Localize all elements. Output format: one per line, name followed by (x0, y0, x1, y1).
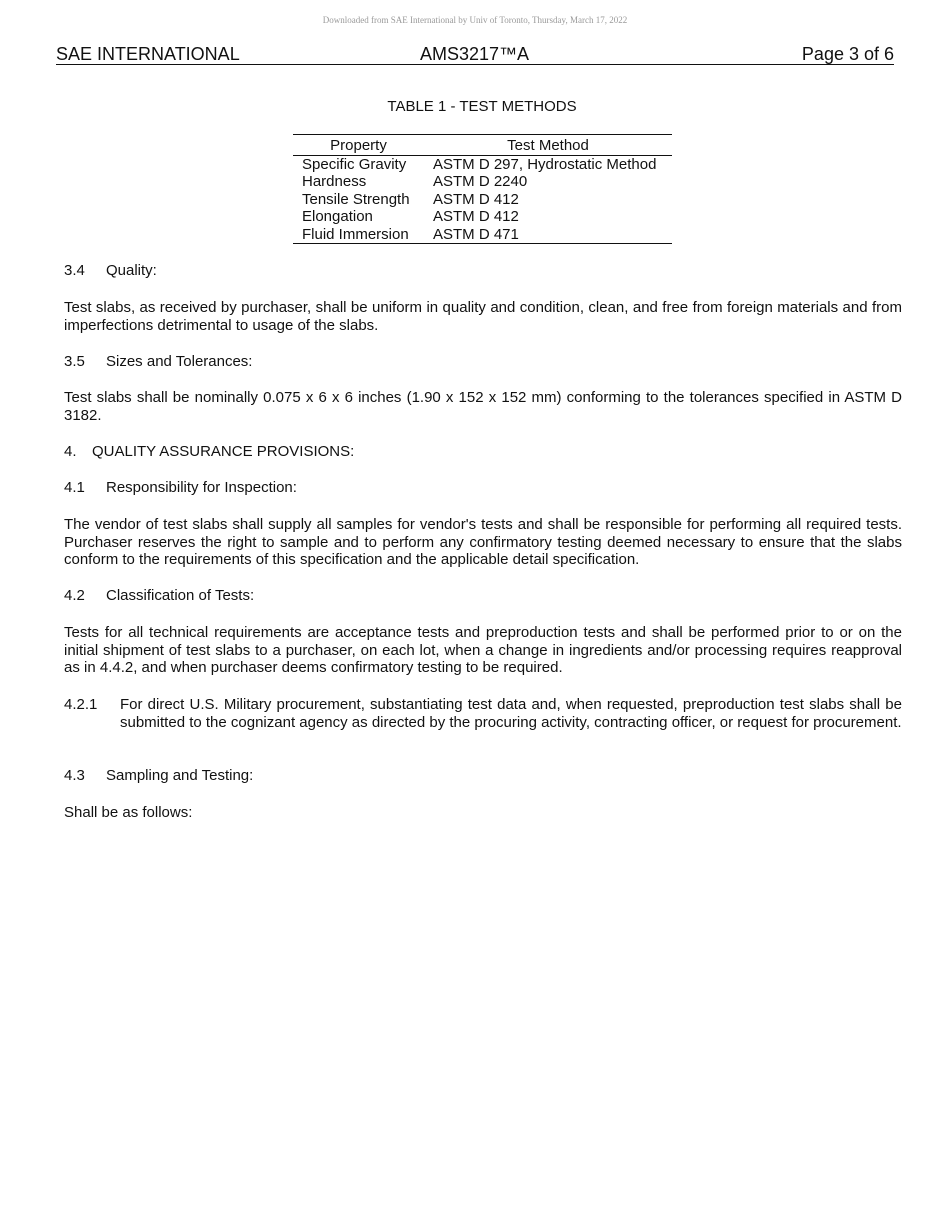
table-row (293, 226, 672, 244)
section-4-3-heading (64, 767, 253, 785)
test-method-cell: ASTM D 471 (433, 225, 519, 243)
header-organization: SAE INTERNATIONAL (56, 44, 240, 64)
table-row (293, 173, 672, 191)
column-header-test-method: Test Method (424, 135, 672, 156)
section-4-2-1-paragraph: For direct U.S. Military procurement, substantiating test data and, when requested, preproduction test slabs shall be submitted to the cognizant agency as directed by the procuring activity, contracting officer, or request for procurement. (120, 696, 902, 731)
section-3-4-paragraph: Test slabs, as received by purchaser, shall be uniform in quality and condition, clean, and free from foreign materials and from imperfections detrimental to usage of the slabs. (64, 299, 902, 334)
section-number: 4. (64, 443, 77, 460)
section-title: Sizes and Tolerances: (106, 353, 253, 370)
property-cell: Fluid Immersion (302, 225, 409, 243)
header-page-number: Page 3 of 6 (801, 44, 894, 64)
section-4-2-1-item (64, 696, 902, 731)
property-cell: Tensile Strength (302, 190, 410, 208)
section-title: Responsibility for Inspection: (106, 479, 297, 496)
section-number: 3.4 (64, 262, 85, 279)
property-cell: Specific Gravity (302, 155, 407, 173)
section-4-1-heading (64, 479, 297, 497)
page-header (56, 44, 894, 65)
section-3-4-heading (64, 262, 157, 280)
section-number: 3.5 (64, 353, 85, 370)
section-title: Quality: (106, 262, 157, 279)
section-3-5-heading (64, 353, 252, 371)
test-method-cell: ASTM D 412 (433, 208, 519, 225)
section-4-heading (64, 443, 354, 461)
test-method-cell: ASTM D 2240 (433, 173, 528, 190)
section-number: 4.2 (64, 587, 85, 604)
section-title: QUALITY ASSURANCE PROVISIONS: (92, 443, 355, 460)
column-header-property: Property (293, 135, 424, 156)
section-4-1-paragraph: The vendor of test slabs shall supply all samples for vendor's tests and shall be responsible for performing all required tests. Purchaser reserves the right to sample and to perform any confirmatory testing deemed necessary to ensure that the slabs conform to the requirements of this specification and the applicable detail specification. (64, 516, 902, 568)
download-watermark: Downloaded from SAE International by Univ of Toronto, Thursday, March 17, 2022 (322, 15, 628, 25)
section-4-2-paragraph: Tests for all technical requirements are acceptance tests and preproduction tests and shall be performed prior to or on the initial shipment of test slabs to a purchaser, on each lot, when a change in ingredients and/or processing requires reapproval as in 4.4.2, and when purchaser deems confirmatory testing to be required. (64, 624, 902, 676)
section-4-3-paragraph: Shall be as follows: (64, 804, 193, 821)
property-cell: Hardness (302, 173, 367, 190)
table-row (293, 155, 672, 173)
section-title: Classification of Tests: (106, 587, 255, 604)
section-number: 4.1 (64, 479, 85, 496)
table-header-row (293, 135, 672, 156)
test-methods-table (293, 134, 672, 244)
section-title: Sampling and Testing: (106, 767, 254, 784)
table-1-title: TABLE 1 - TEST METHODS (387, 98, 577, 115)
section-4-2-heading (64, 587, 254, 605)
test-method-cell: ASTM D 297, Hydrostatic Method (433, 155, 657, 173)
test-method-cell: ASTM D 412 (433, 190, 519, 208)
section-number: 4.3 (64, 767, 85, 784)
table-row (293, 191, 672, 209)
table-row (293, 208, 672, 226)
section-3-5-paragraph: Test slabs shall be nominally 0.075 x 6 x 6 inches (1.90 x 152 x 152 mm) conforming to the tolerances specified in ASTM D 3182. (64, 389, 902, 424)
section-number: 4.2.1 (64, 696, 98, 713)
property-cell: Elongation (302, 208, 373, 225)
header-document-id: AMS3217™A (420, 44, 530, 64)
